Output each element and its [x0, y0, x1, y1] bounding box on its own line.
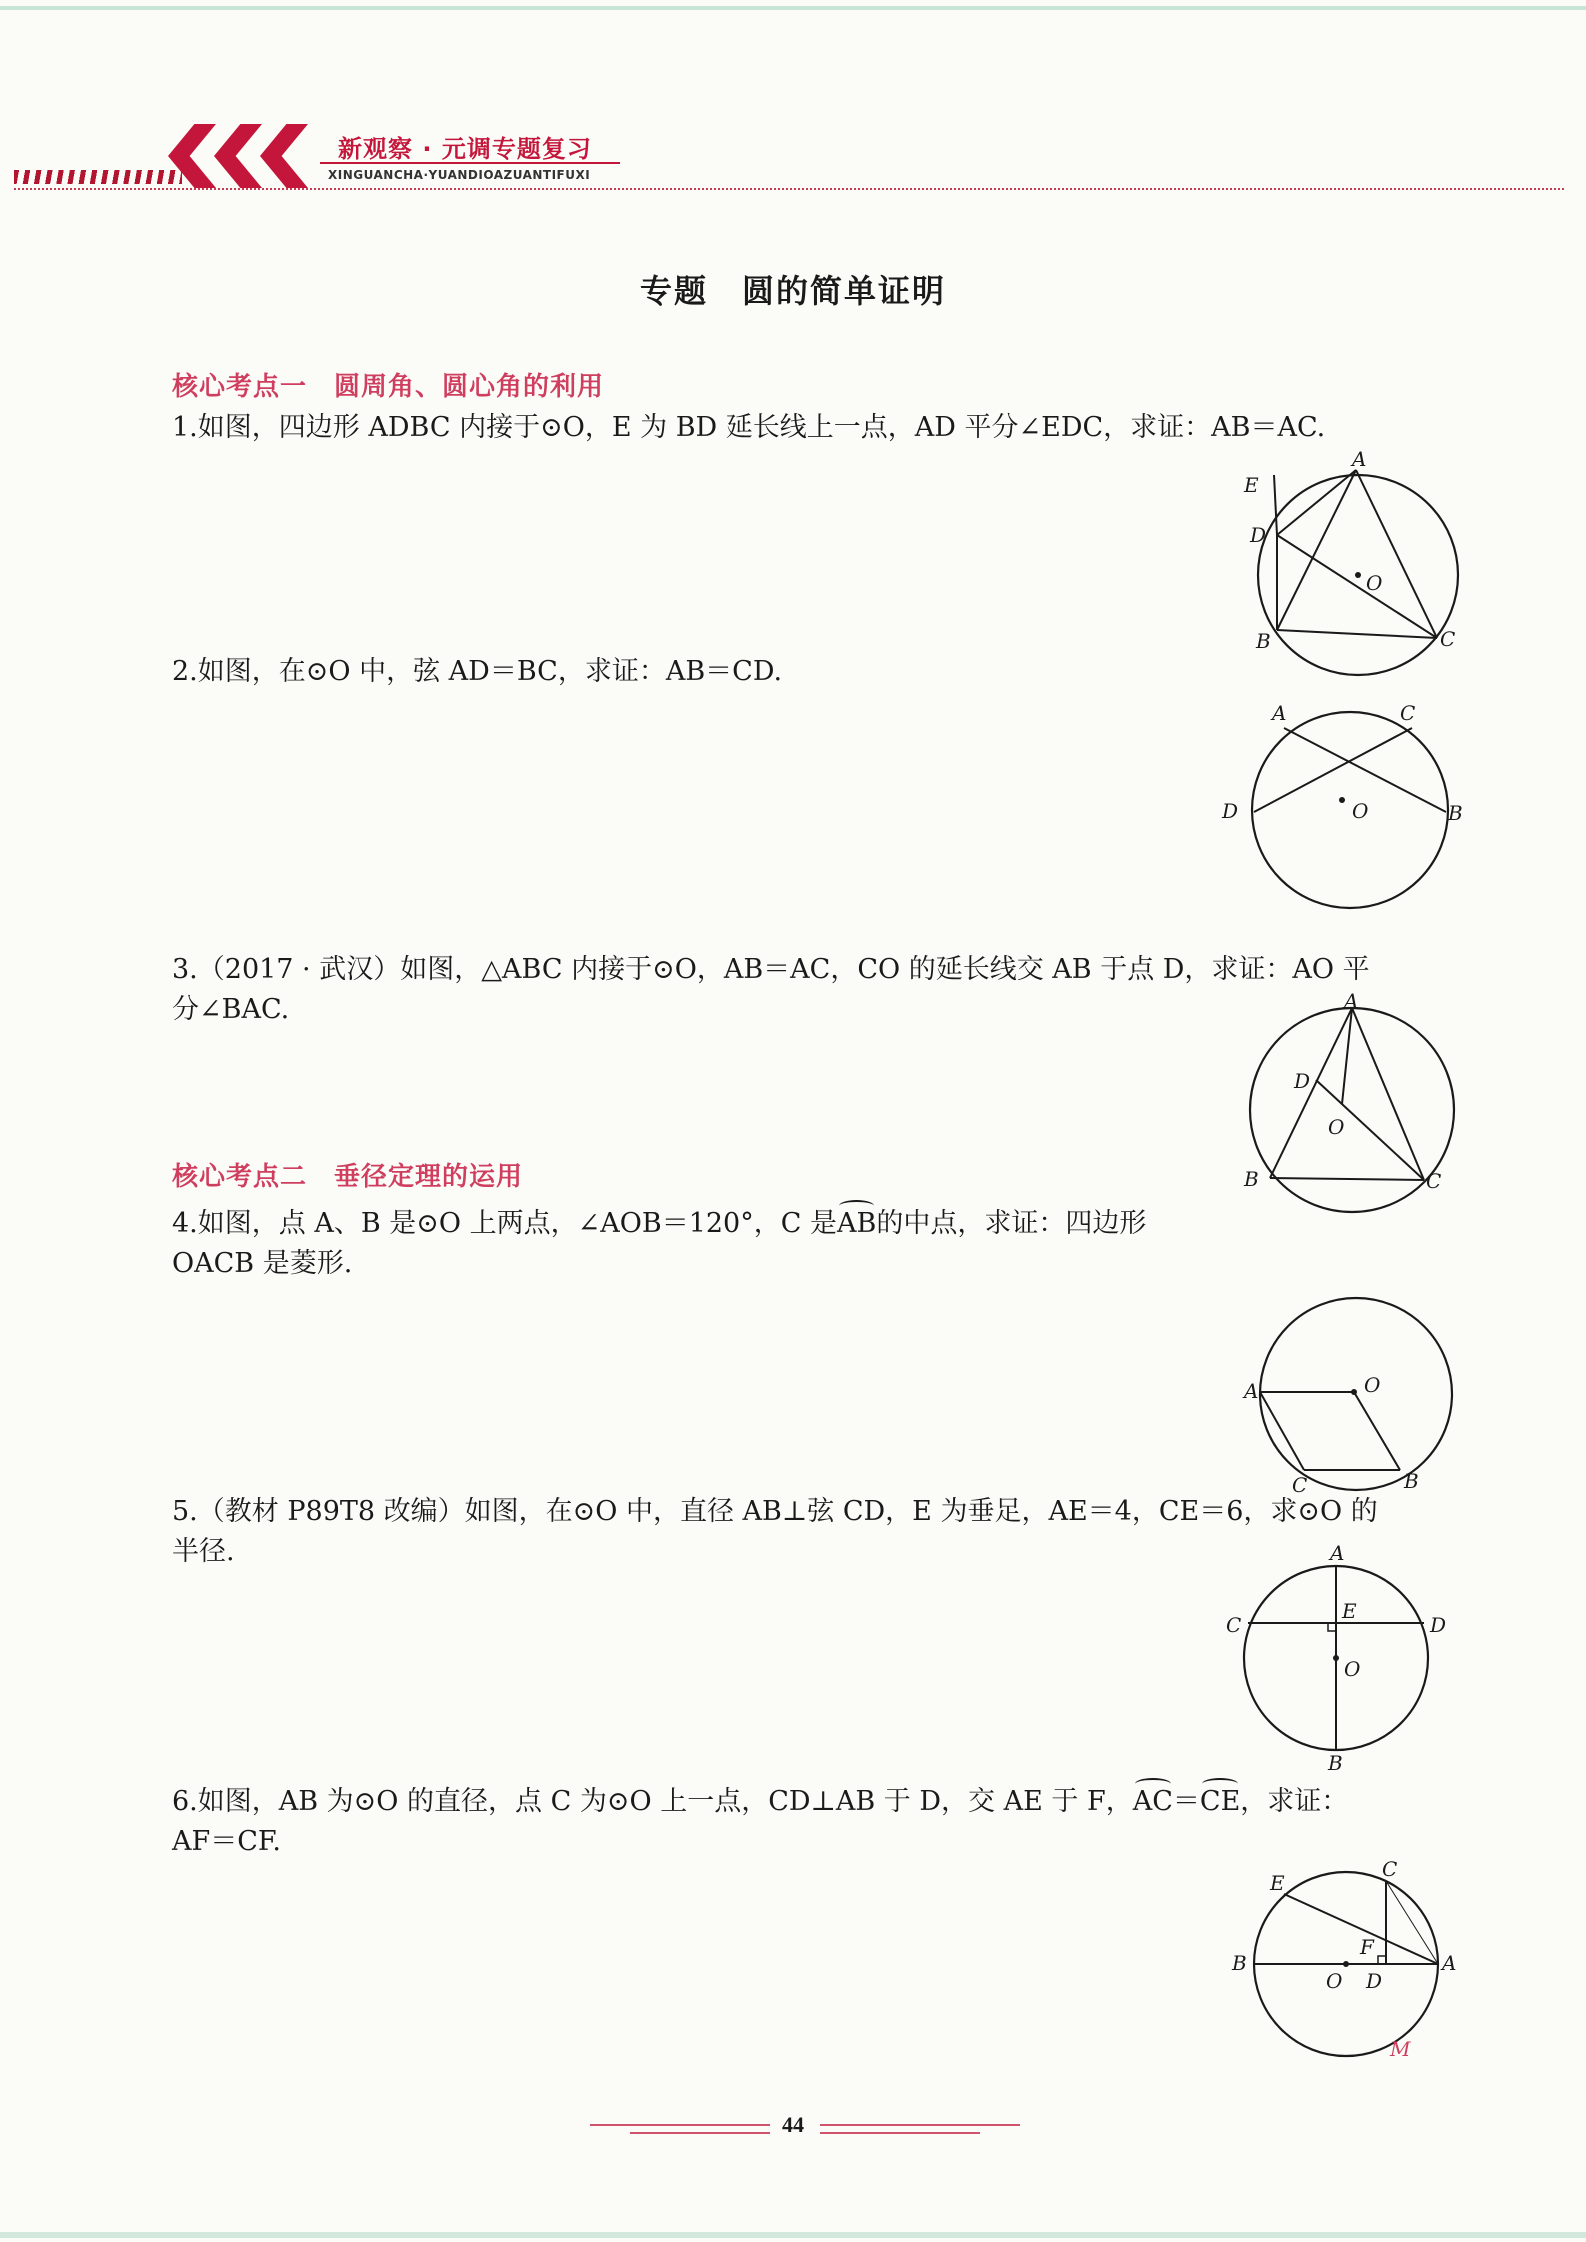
- fig3-circle: [1250, 1008, 1454, 1212]
- problem-1: [172, 408, 1325, 448]
- fig2-label-c: C: [1400, 701, 1416, 725]
- fig2-circle: [1252, 712, 1448, 908]
- fig5-label-d: D: [1430, 1613, 1447, 1637]
- fig5-label-c: C: [1226, 1613, 1242, 1637]
- fig6-label-m: M: [1390, 2037, 1411, 2061]
- fig1-label-o: O: [1366, 571, 1383, 595]
- problem-1-text: 1.如图，四边形 ADBC 内接于⊙O，E 为 BD 延长线上一点，AD 平分∠EDC，求证：AB＝AC.: [172, 412, 1326, 443]
- problem-2: [172, 652, 782, 692]
- fig3-label-d: D: [1294, 1069, 1311, 1093]
- problem-6: [172, 1782, 1348, 1862]
- problem-5-text-1: 5.（教材 P89T8 改编）如图，在⊙O 中，直径 AB⊥弦 CD，E 为垂足，AE＝4，CE＝6，求⊙O 的: [172, 1496, 1378, 1527]
- fig1-line-ab: [1277, 470, 1356, 630]
- fig6-label-c: C: [1382, 1857, 1398, 1881]
- top-border: [0, 6, 1586, 10]
- fig4-label-c: C: [1292, 1473, 1308, 1497]
- fig6-label-f: F: [1360, 1935, 1374, 1959]
- fig4-label-o: O: [1364, 1373, 1381, 1397]
- fig1-label-a: A: [1352, 447, 1367, 471]
- arc-ab: AB: [837, 1204, 876, 1244]
- figure-5: [1220, 1540, 1490, 1775]
- header-hatch-decoration: [14, 170, 182, 184]
- fig4-line-ob: [1354, 1392, 1400, 1470]
- problem-5-text-2: 半径.: [172, 1536, 235, 1567]
- fig5-right-angle-mark: [1328, 1623, 1336, 1631]
- page-number: 44: [782, 2112, 804, 2137]
- fig3-line-ao: [1342, 1008, 1352, 1104]
- fig4-label-b: B: [1404, 1469, 1419, 1493]
- bottom-border: [0, 2232, 1586, 2238]
- fig1-label-d: D: [1250, 523, 1267, 547]
- problem-4-text-2: OACB 是菱形.: [172, 1248, 353, 1279]
- equals-sign: ＝: [1172, 1786, 1200, 1817]
- fig1-line-bc: [1277, 630, 1437, 638]
- problem-5: [172, 1492, 1378, 1572]
- problem-3-text-1: 3.（2017 · 武汉）如图，△ABC 内接于⊙O，AB＝AC，CO 的延长线交 AB 于点 D，求证：AO 平: [172, 954, 1370, 985]
- figure-3: [1230, 989, 1490, 1228]
- fig6-label-a: A: [1442, 1951, 1457, 1975]
- problem-3-text-2: 分∠BAC.: [172, 994, 290, 1025]
- fig3-label-a: A: [1344, 989, 1359, 1013]
- arc-ce: CE: [1200, 1782, 1240, 1822]
- fig1-label-c: C: [1440, 627, 1456, 651]
- fig2-label-a: A: [1272, 701, 1287, 725]
- problem-6-text-2: AF＝CF.: [172, 1826, 282, 1857]
- fig1-label-e: E: [1244, 473, 1259, 497]
- fig3-line-bc: [1270, 1178, 1424, 1180]
- figure-4: [1236, 1290, 1476, 1510]
- fig3-label-o: O: [1328, 1115, 1345, 1139]
- header-rule: [14, 188, 1564, 190]
- problem-4-text-a: 4.如图，点 A、B 是⊙O 上两点，∠AOB＝120°，C 是: [172, 1208, 837, 1239]
- problem-3: [172, 950, 1370, 1030]
- fig2-label-d: D: [1222, 799, 1239, 823]
- fig6-right-angle-mark: [1378, 1956, 1386, 1964]
- fig6-label-b: B: [1232, 1951, 1247, 1975]
- fig6-label-d: D: [1366, 1969, 1383, 1993]
- fig5-label-b: B: [1328, 1751, 1343, 1775]
- fig5-label-a: A: [1330, 1541, 1345, 1565]
- chevron-icon: [214, 124, 262, 188]
- fig1-label-b: B: [1256, 629, 1271, 653]
- problem-4: [172, 1204, 1146, 1284]
- problem-6-text-a: 6.如图，AB 为⊙O 的直径，点 C 为⊙O 上一点，CD⊥AB 于 D，交 AE 于 F，: [172, 1786, 1133, 1817]
- arc-ac: AC: [1133, 1782, 1173, 1822]
- fig2-label-b: B: [1448, 801, 1463, 825]
- fig6-label-o: O: [1326, 1969, 1343, 1993]
- fig5-label-e: E: [1342, 1599, 1357, 1623]
- figure-6: [1228, 1857, 1488, 2066]
- fig4-label-a: A: [1244, 1379, 1259, 1403]
- brand-subtitle: XINGUANCHA·YUANDIOAZUANTIFUXI: [328, 168, 591, 182]
- figure-1: [1240, 447, 1480, 680]
- problem-4-text-b: 的中点，求证：四边形: [876, 1208, 1147, 1239]
- fig2-chord-cd: [1254, 728, 1412, 812]
- figure-2: [1220, 700, 1490, 910]
- fig3-label-b: B: [1244, 1167, 1259, 1191]
- fig1-line-ed: [1274, 475, 1277, 535]
- fig3-line-ac: [1352, 1008, 1424, 1180]
- page-title: 专题 圆的简单证明: [639, 272, 946, 310]
- fig6-label-e: E: [1270, 1871, 1285, 1895]
- problem-2-text: 2.如图，在⊙O 中，弦 AD＝BC，求证：AB＝CD.: [172, 656, 783, 687]
- brand-title: 新观察 · 元调专题复习: [338, 135, 592, 163]
- section-heading-1: 核心考点一 圆周角、圆心角的利用: [172, 372, 605, 402]
- fig5-label-o: O: [1344, 1657, 1361, 1681]
- fig3-label-c: C: [1426, 1169, 1442, 1193]
- fig2-label-o: O: [1352, 799, 1369, 823]
- section-heading-2: 核心考点二 垂径定理的运用: [172, 1162, 524, 1192]
- problem-6-text-b: ，求证：: [1240, 1786, 1349, 1817]
- fig3-line-ab: [1270, 1008, 1352, 1178]
- chevron-icon: [260, 124, 308, 188]
